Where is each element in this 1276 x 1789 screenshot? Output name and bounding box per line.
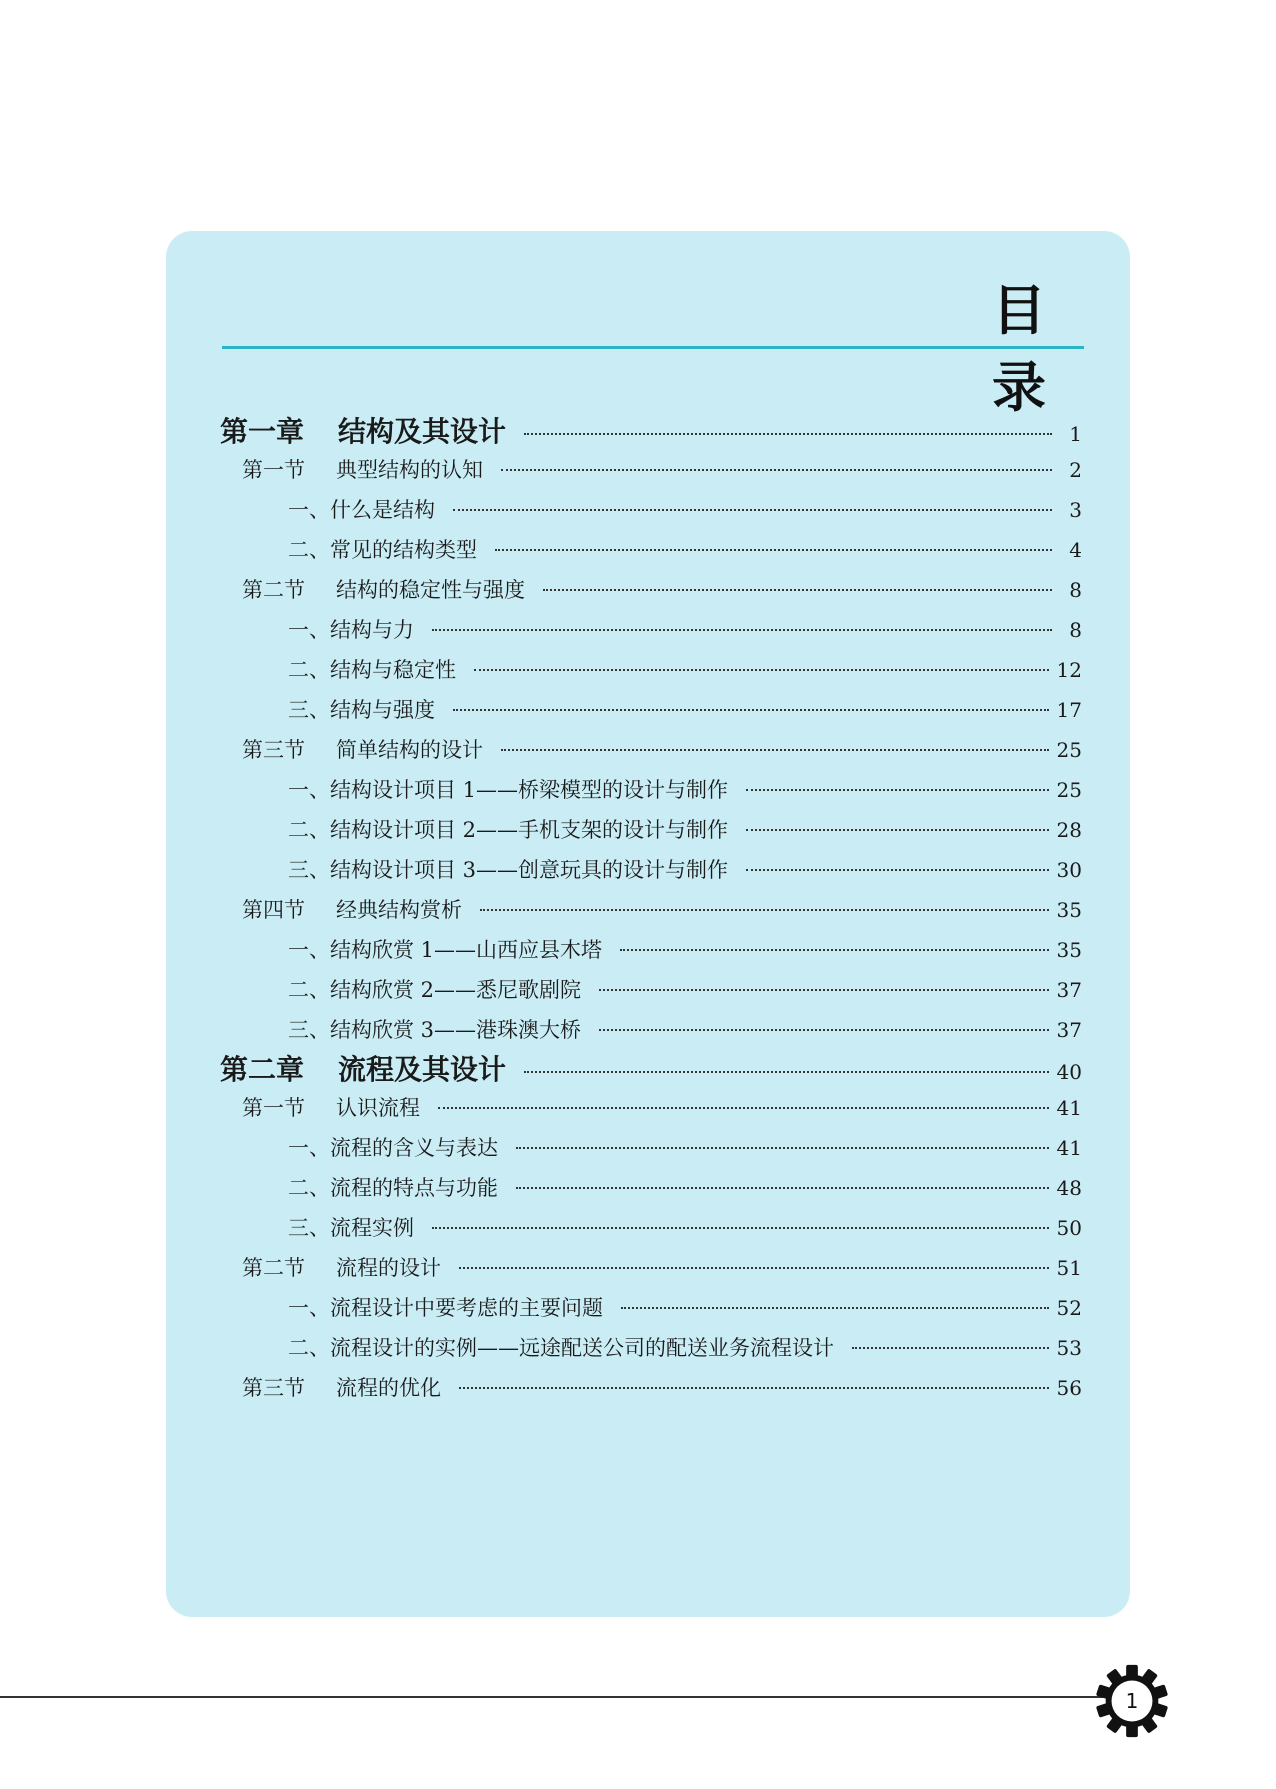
- toc-label: 第一节: [242, 1096, 305, 1120]
- toc-page-number: 52: [1056, 1296, 1082, 1320]
- toc-page-number: 17: [1056, 698, 1082, 722]
- toc-title: 流程的设计: [336, 1256, 441, 1280]
- toc-item: [288, 1288, 1082, 1328]
- toc-title: 二、结构设计项目 2——手机支架的设计与制作: [288, 818, 729, 842]
- toc-item: [288, 1208, 1082, 1248]
- toc-label: 第四节: [242, 898, 305, 922]
- dot-leader: [599, 1029, 1049, 1031]
- toc-item: [288, 490, 1082, 530]
- toc-page-number: 50: [1056, 1216, 1082, 1240]
- toc-item: [288, 810, 1082, 850]
- toc-title: 二、常见的结构类型: [288, 538, 477, 562]
- toc-section: [242, 570, 1082, 610]
- toc-title: 流程及其设计: [338, 1053, 507, 1086]
- toc-title: 经典结构赏析: [336, 898, 462, 922]
- toc-title: 一、什么是结构: [288, 498, 435, 522]
- toc-page-number: 35: [1056, 898, 1082, 922]
- toc-page-number: 8: [1069, 618, 1082, 642]
- toc-page-number: 30: [1056, 858, 1082, 882]
- toc-title: 二、结构与稳定性: [288, 658, 456, 682]
- toc-title: 流程的优化: [336, 1376, 441, 1400]
- toc-page-number: 2: [1069, 458, 1082, 482]
- dot-leader: [746, 869, 1049, 871]
- dot-leader: [621, 1307, 1049, 1309]
- toc-label: 第二章: [220, 1053, 305, 1086]
- toc-title: 结构及其设计: [338, 415, 507, 448]
- dot-leader: [746, 829, 1049, 831]
- toc-title: 三、流程实例: [288, 1216, 414, 1240]
- toc-label: 第三节: [242, 1376, 305, 1400]
- toc-page-number: 3: [1069, 498, 1082, 522]
- toc-section: [242, 890, 1082, 930]
- toc-page-number: 35: [1056, 938, 1082, 962]
- toc-page-number: 53: [1056, 1336, 1082, 1360]
- toc-page-number: 48: [1056, 1176, 1082, 1200]
- toc-label: 第三节: [242, 738, 305, 762]
- dot-leader: [480, 909, 1049, 911]
- toc-item: [288, 1168, 1082, 1208]
- toc-section: [242, 1368, 1082, 1408]
- dot-leader: [459, 1387, 1049, 1389]
- toc-item: [288, 1328, 1082, 1368]
- dot-leader: [543, 589, 1052, 591]
- toc-label: 第二节: [242, 1256, 305, 1280]
- toc-page-number: 25: [1056, 778, 1082, 802]
- dot-leader: [474, 669, 1049, 671]
- dot-leader: [495, 549, 1052, 551]
- toc-page-number: 25: [1056, 738, 1082, 762]
- page-number: 1: [1125, 1689, 1139, 1713]
- toc-section: [242, 1088, 1082, 1128]
- toc-section: [242, 1248, 1082, 1288]
- toc-label: 第一节: [242, 458, 305, 482]
- toc-page-number: 37: [1056, 978, 1082, 1002]
- toc-title: 认识流程: [336, 1096, 420, 1120]
- toc-title: 一、流程设计中要考虑的主要问题: [288, 1296, 603, 1320]
- toc-item: [288, 530, 1082, 570]
- dot-leader: [599, 989, 1049, 991]
- toc-page-number: 41: [1056, 1096, 1082, 1120]
- toc-title: 三、结构欣赏 3——港珠澳大桥: [288, 1018, 582, 1042]
- dot-leader: [746, 789, 1049, 791]
- toc-page-number: 12: [1056, 658, 1082, 682]
- toc-page-number: 40: [1056, 1060, 1082, 1084]
- toc-item: [288, 770, 1082, 810]
- toc-title: 一、结构欣赏 1——山西应县木塔: [288, 938, 603, 962]
- dot-leader: [852, 1347, 1049, 1349]
- toc-item: [288, 1128, 1082, 1168]
- toc-page-number: 28: [1056, 818, 1082, 842]
- dot-leader: [438, 1107, 1049, 1109]
- toc-page-number: 37: [1056, 1018, 1082, 1042]
- dot-leader: [459, 1267, 1049, 1269]
- footer-rule: [0, 1696, 1105, 1698]
- dot-leader: [501, 749, 1049, 751]
- toc-page-number: 41: [1056, 1136, 1082, 1160]
- toc-section: [242, 450, 1082, 490]
- dot-leader: [516, 1147, 1049, 1149]
- toc-item: [288, 610, 1082, 650]
- dot-leader: [453, 509, 1052, 511]
- dot-leader: [453, 709, 1049, 711]
- toc-page-number: 1: [1069, 422, 1082, 446]
- page-title: 目 录: [992, 279, 1090, 419]
- dot-leader: [524, 1071, 1049, 1073]
- dot-leader: [432, 1227, 1049, 1229]
- toc-title: 一、结构与力: [288, 618, 414, 642]
- toc-title: 二、流程设计的实例——远途配送公司的配送业务流程设计: [288, 1336, 834, 1360]
- toc-section: [242, 730, 1082, 770]
- toc-item: [288, 650, 1082, 690]
- toc-title: 典型结构的认知: [336, 458, 483, 482]
- toc-title: 三、结构与强度: [288, 698, 435, 722]
- toc-page-number: 4: [1069, 538, 1082, 562]
- toc-label: 第二节: [242, 578, 305, 602]
- toc-item: [288, 930, 1082, 970]
- toc-page-number: 8: [1069, 578, 1082, 602]
- title-underline: [222, 346, 1084, 349]
- toc-item: [288, 1010, 1082, 1050]
- dot-leader: [432, 629, 1052, 631]
- toc-page-number: 56: [1056, 1376, 1082, 1400]
- toc-title: 一、结构设计项目 1——桥梁模型的设计与制作: [288, 778, 729, 802]
- toc-title: 三、结构设计项目 3——创意玩具的设计与制作: [288, 858, 729, 882]
- toc-title: 一、流程的含义与表达: [288, 1136, 498, 1160]
- toc-title: 结构的稳定性与强度: [336, 578, 525, 602]
- toc-chapter: [220, 1050, 1082, 1090]
- toc-title: 二、流程的特点与功能: [288, 1176, 498, 1200]
- toc-label: 第一章: [220, 415, 305, 448]
- dot-leader: [501, 469, 1052, 471]
- dot-leader: [524, 433, 1052, 435]
- toc-title: 简单结构的设计: [336, 738, 483, 762]
- toc-item: [288, 970, 1082, 1010]
- toc-page-number: 51: [1056, 1256, 1082, 1280]
- toc-item: [288, 850, 1082, 890]
- dot-leader: [516, 1187, 1049, 1189]
- toc-chapter: [220, 412, 1082, 452]
- dot-leader: [620, 949, 1049, 951]
- toc-title: 二、结构欣赏 2——悉尼歌剧院: [288, 978, 582, 1002]
- toc-item: [288, 690, 1082, 730]
